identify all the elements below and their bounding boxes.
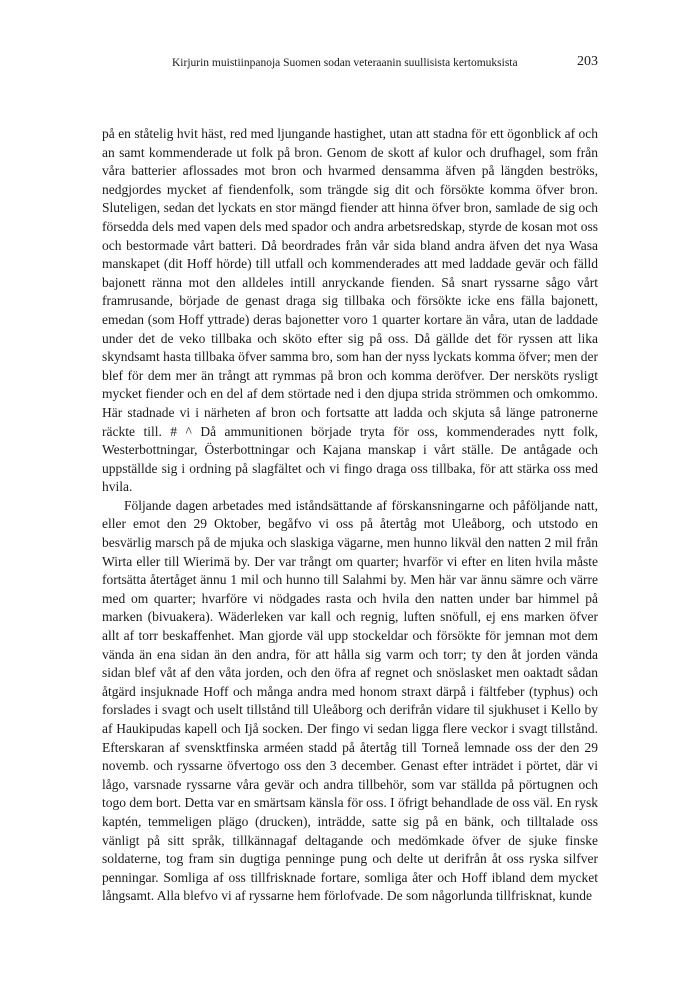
body-text [102, 125, 598, 906]
page-number: 203 [577, 54, 598, 69]
running-title: Kirjurin muistiinpanoja Suomen sodan veteraanin suullisista kertomuksista [172, 57, 518, 69]
page-header [102, 54, 598, 74]
paragraph: Följande dagen arbetades med iståndsättande af förskansningarne och påföljande natt, eller emot den 29 Oktober, begåfvo vi oss på återtåg mot Uleåborg, och utstodo en besvärlig marsch på de mjuka och slaskiga vägarne, men hunno likväl den natten 2 mil från Wirta eller till Wierimä by. Der var trångt om quarter; hvarför vi efter en liten hvila måste fortsätta återtåget ännu 1 mil och hunno till Salahmi by. Men här var ännu sämre och värre med om quarter; hvarföre vi nödgades rasta och hvila den natten under bar himmel på marken (bivuakera). Wäderleken var kall och regnig, luften snöfull, ej ens marken öfver allt af torr beskaffenhet. Man gjorde väl upp stockeldar och försökte för jemnan mot dem vända än ena sidan än den andra, för att hålla sig varm och torr; ty den åt jorden vända sidan blef våt af den våta jorden, och den öfra af regnet och snöslasket men oaktadt sådan åtgärd insjuknade Hoff och många andra med honom straxt därpå i fältfeber (typhus) och forslades i svagt och uselt tillstånd till Uleåborg och derifrån vidare til sjukhuset i Kello by af Haukipudas kapell och Ijå socken. Der fingo vi sedan ligga flere veckor i svagt tillstånd. Efterskaran af svensktfinska arméen stadd på återtåg till Torneå lemnade oss der den 29 novemb. och ryssarne öfvertogo oss den 3 december. Genast efter inträdet i pörtet, där vi lågo, varsnade ryssarne våra gevär och andra tillbehör, som var ställda på pörtugnen och togo dem bort. Detta var en smärtsam känsla för oss. I öfrigt behandlade de oss väl. En rysk kaptén, temmeligen plägo (drucken), inträdde, satte sig på en bänk, och tilltalade oss vänligt på sitt språk, tillkännagaf deltagande och medömkade öfver de sjuke finske soldaterne, tog fram sin dugtiga penninge pung och delte ut derifrån åt oss ryska silfver penningar. Somliga af oss tillfrisknade fortare, somliga åter och Hoff ibland dem mycket långsamt. Alla blefvo vi af ryssarne hem förlofvade. De som någorlunda tillfrisknat, kunde [102, 497, 598, 904]
paragraph: på en ståtelig hvit häst, red med ljungande hastighet, utan att stadna för ett ögonblick af och an samt kommenderade ut folk på bron. Genom de skott af kulor och drufhagel, som från våra batterier aflossades mot bron och hvarmed densamma äfven på längden beströks, nedgjordes mycket af fiendenfolk, som trängde sig dit och försökte komma öfver bron. Sluteligen, sedan det lyckats en stor mängd fiender att hinna öfver bron, samlade de sig och försedda dels med vapen dels med spador och andra arbetsredskap, styrde de kosan mot oss och bestormade vårt batteri. Då beordrades från vår sida bland andra äfven det nya Wasa manskapet (dit Hoff hörde) till utfall och kommenderades att med laddade gevär och fälld bajonett ränna mot den alldeles intill anryckande fienden. Så snart ryssarne sågo vårt framrusande, började de genast draga sig tillbaka och försökte icke ens fälla bajonett, emedan (som Hoff yttrade) deras bajonetter voro 1 quarter kortare än våra, utan de laddade under det de veko tillbaka och sköto efter sig på oss. Då gällde det för ryssen att lika skyndsamt hasta tillbaka öfver samma bro, som han der nyss lyckats komma öfver; men der blef för dem mer än trångt att rymmas på bron och komma deröfver. Der nersköts rysligt mycket fiender och en del af dem störtade ned i den djupa strida strömmen och omkommo. Här stadnade vi i närheten af bron och fortsatte att ladda och skjuta så länge patronerne räckte till. # ^ Då ammunitionen började tryta för oss, kommenderades nytt folk, Westerbottningar, Österbottningar och Kajana manskap i vårt ställe. De antågade och uppställde sig i ordning på slagfältet och vi fingo draga oss tillbaka, för att stärka oss med hvila. [102, 126, 599, 495]
